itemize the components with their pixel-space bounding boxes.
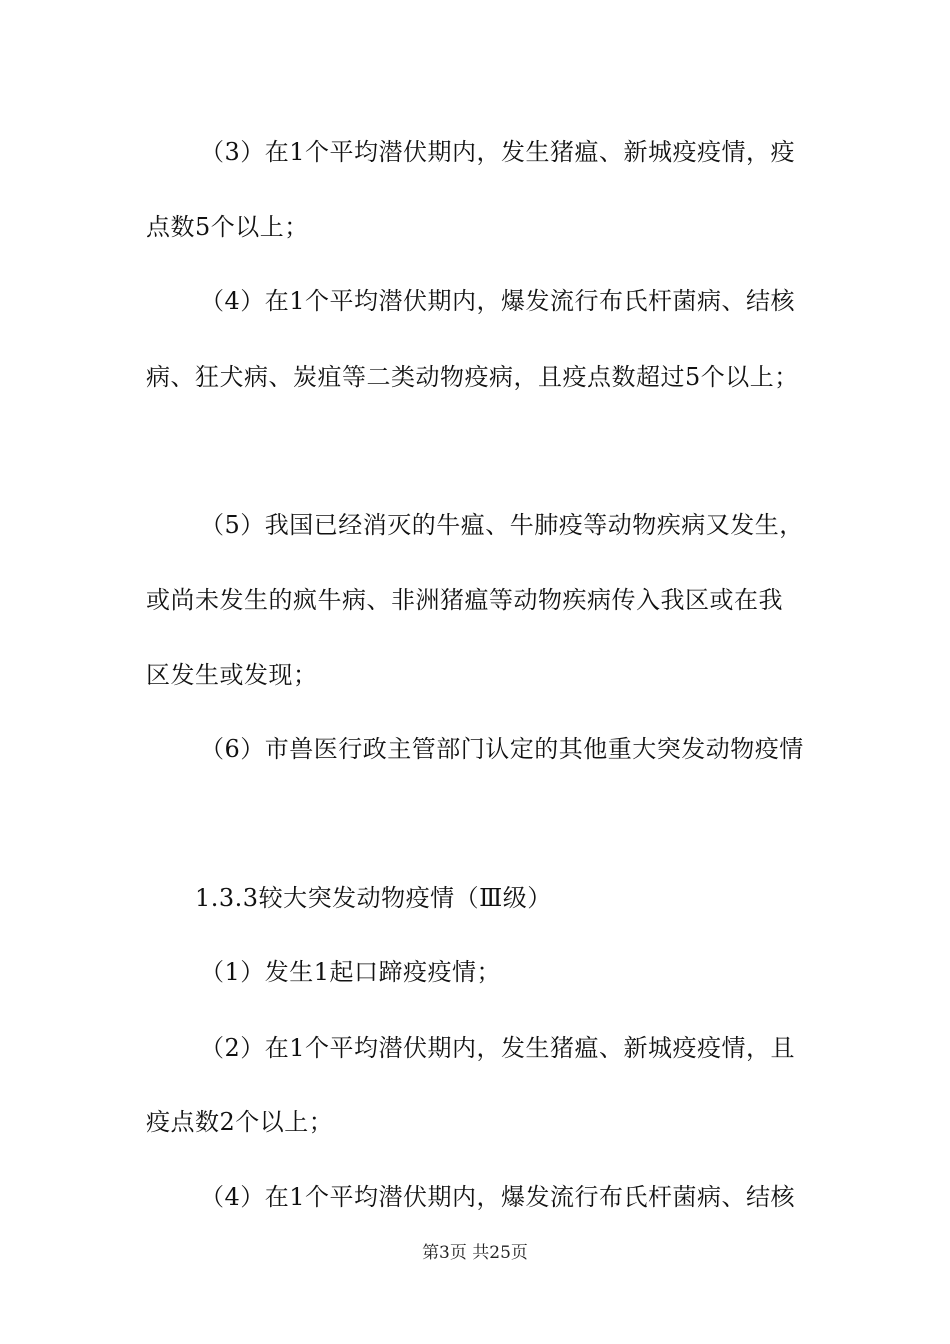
paragraph-6-line-1: （6）市兽医行政主管部门认定的其他重大突发动物疫情 <box>200 735 804 763</box>
item-2-line-2: 疫点数2个以上； <box>146 1108 334 1136</box>
paragraph-3-line-2: 点数5个以上； <box>146 213 309 241</box>
paragraph-4-line-2: 病、狂犬病、炭疽等二类动物疫病，且疫点数超过5个以上； <box>146 363 799 391</box>
section-heading: 1.3.3较大突发动物疫情（Ⅲ级） <box>195 884 552 912</box>
item-2-line-1: （2）在1个平均潜伏期内，发生猪瘟、新城疫疫情，且 <box>200 1034 796 1062</box>
item-1-line-1: （1）发生1起口蹄疫疫情； <box>200 958 502 986</box>
paragraph-5-line-2: 或尚未发生的疯牛病、非洲猪瘟等动物疾病传入我区或在我 <box>146 586 783 614</box>
paragraph-4-line-1: （4）在1个平均潜伏期内，爆发流行布氏杆菌病、结核 <box>200 287 796 315</box>
paragraph-3-line-1: （3）在1个平均潜伏期内，发生猪瘟、新城疫疫情，疫 <box>200 138 796 166</box>
page-footer: 第3页 共25页 <box>422 1243 528 1263</box>
paragraph-5-line-1: （5）我国已经消灭的牛瘟、牛肺疫等动物疾病又发生， <box>200 511 804 539</box>
item-4-line-1: （4）在1个平均潜伏期内，爆发流行布氏杆菌病、结核 <box>200 1183 796 1211</box>
paragraph-5-line-3: 区发生或发现； <box>146 661 318 689</box>
